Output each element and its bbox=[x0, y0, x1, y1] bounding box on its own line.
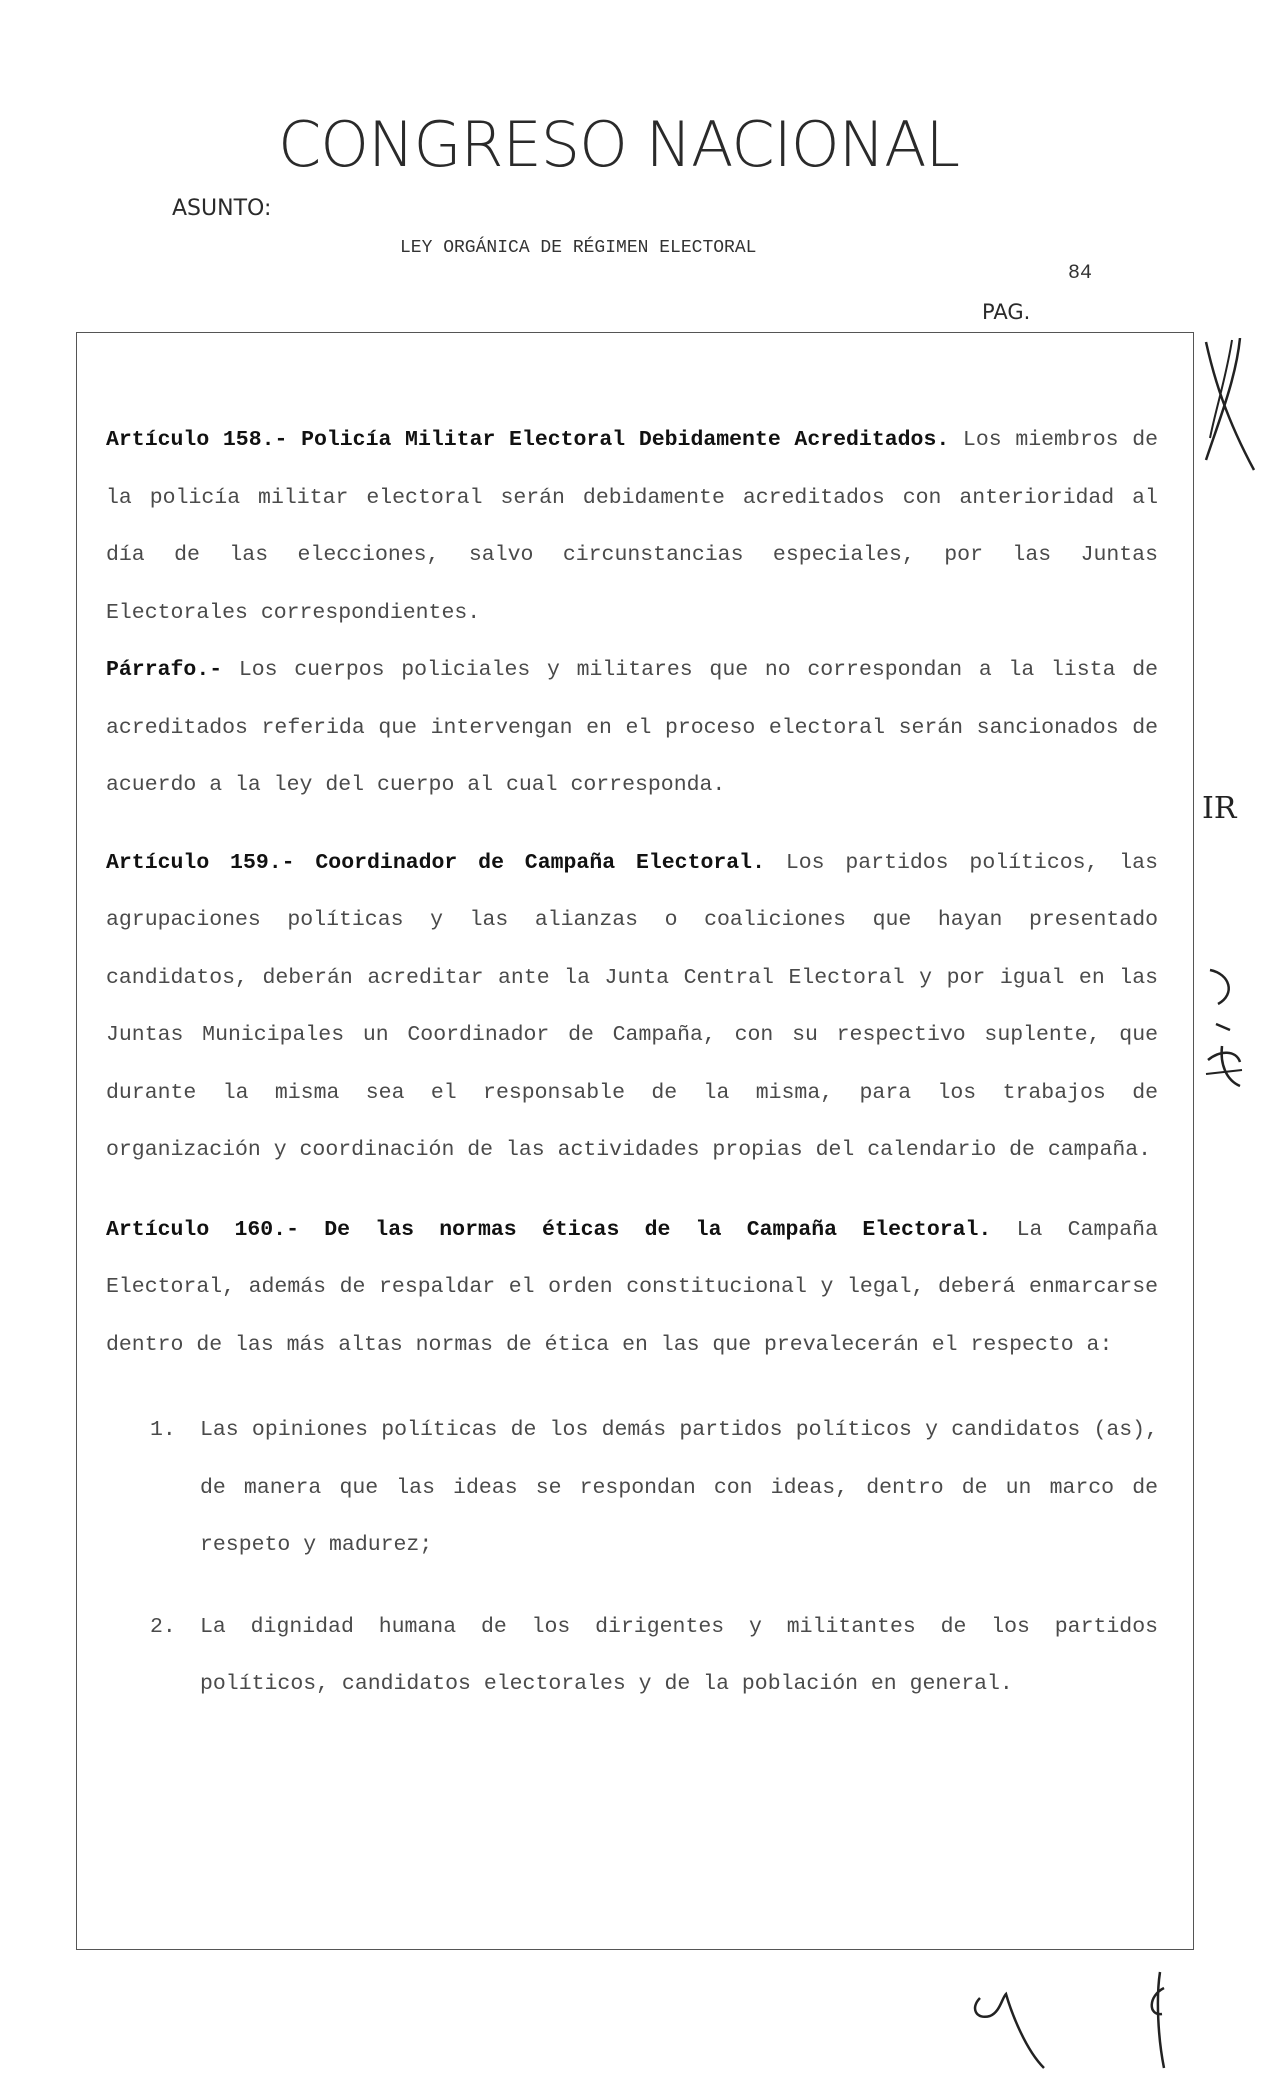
article-160-heading: Artículo 160.- De las normas éticas de la Campaña Electoral. bbox=[106, 1217, 992, 1242]
handwritten-ir-note bbox=[1200, 788, 1262, 828]
article-158-heading: Artículo 158.- Policía Militar Electoral Debidamente Acreditados. bbox=[106, 428, 950, 452]
list-item bbox=[106, 1402, 1158, 1575]
handwritten-signature-mark bbox=[960, 1968, 1210, 2078]
parrafo-text: Los cuerpos policiales y militares que no correspondan a la lista de acreditados referida que intervengan en el proceso electoral serán sancionados de acuerdo a la ley del cuerpo al cual corresponda. bbox=[106, 658, 1158, 797]
article-159-text: Los partidos políticos, las agrupaciones políticas y las alianzas o coaliciones que hayan presentado candidatos, deberán acreditar ante la Junta Central Electoral y por igual en las Juntas Municipales un Coordinador de Campaña, con su respectivo suplente, que durante la misma sea el responsable de la misma, para los trabajos de organización y coordinación de las actividades propias del calendario de campaña. bbox=[106, 850, 1158, 1162]
list-item bbox=[106, 1599, 1158, 1714]
handwritten-ir-text: IR bbox=[1202, 791, 1237, 826]
page-title: CONGRESO NACIONAL bbox=[278, 108, 960, 181]
handwritten-x-mark bbox=[1196, 338, 1262, 478]
list-item-text: Las opiniones políticas de los demás partidos políticos y candidatos (as), de manera que las ideas se respondan con ideas, dentro de un marco de respeto y madurez; bbox=[200, 1418, 1158, 1557]
article-159 bbox=[106, 835, 1158, 1180]
list-item-number: 2. bbox=[150, 1614, 176, 1639]
parrafo-heading: Párrafo.- bbox=[106, 658, 223, 682]
page-number: 84 bbox=[1068, 262, 1093, 285]
article-160-list bbox=[106, 1402, 1158, 1714]
article-158-text: Los miembros de la policía militar electoral serán debidamente acreditados con anterioridad al día de las elecciones, salvo circunstancias especiales, por las Juntas Electorales correspondientes. bbox=[106, 428, 1159, 625]
article-159-heading: Artículo 159.- Coordinador de Campaña Electoral. bbox=[106, 850, 765, 875]
list-item-number: 1. bbox=[150, 1418, 176, 1442]
pag-label: PAG. bbox=[982, 300, 1031, 324]
article-160 bbox=[106, 1202, 1158, 1375]
subject-line: LEY ORGÁNICA DE RÉGIMEN ELECTORAL bbox=[400, 238, 757, 258]
parrafo-158 bbox=[106, 642, 1158, 815]
handwritten-initials-mark bbox=[1200, 964, 1250, 1104]
article-158 bbox=[106, 412, 1158, 642]
document-body bbox=[106, 412, 1158, 1714]
list-item-text: La dignidad humana de los dirigentes y militantes de los partidos políticos, candidatos electorales y de la población en general. bbox=[200, 1614, 1158, 1696]
article-160-text: La Campaña Electoral, además de respaldar el orden constitucional y legal, deberá enmarcarse dentro de las más altas normas de ética en las que prevalecerán el respecto a: bbox=[106, 1217, 1158, 1357]
asunto-label: ASUNTO: bbox=[172, 196, 272, 221]
